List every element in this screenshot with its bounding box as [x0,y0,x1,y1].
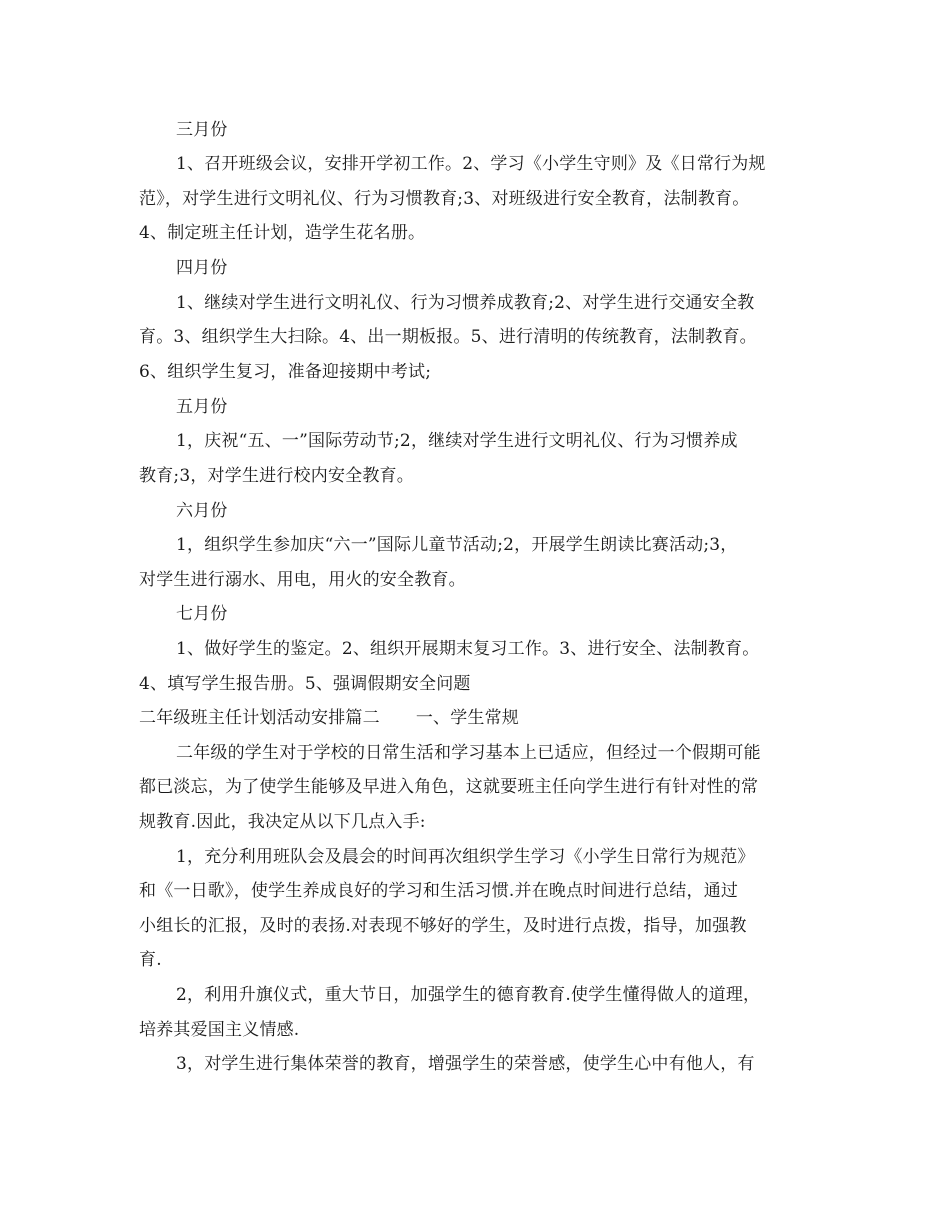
paragraph-line: 4、制定班主任计划，造学生花名册。 [139,223,426,243]
section-title: 二年级班主任计划活动安排篇二 [139,708,380,728]
paragraph-line: 1，组织学生参加庆“六一”国际儿童节活动;2，开展学生朗读比赛活动;3， [176,535,738,555]
paragraph-line: 1，庆祝“五、一”国际劳动节;2，继续对学生进行文明礼仪、行为习惯养成 [176,431,738,451]
paragraph-line: 教育;3，对学生进行校内安全教育。 [139,466,414,486]
paragraph-line: 1、继续对学生进行文明礼仪、行为习惯养成教育;2、对学生进行交通安全教 [176,293,755,313]
month-heading-june: 六月份 [176,501,228,521]
month-heading-april: 四月份 [176,258,228,278]
month-heading-march: 三月份 [176,120,228,140]
paragraph-line: 6、组织学生复习，准备迎接期中考试; [139,362,432,382]
paragraph-line: 1、做好学生的鉴定。2、组织开展期末复习工作。3、进行安全、法制教育。 [176,639,760,659]
paragraph-line: 3，对学生进行集体荣誉的教育，增强学生的荣誉感，使学生心中有他人，有 [176,1054,755,1074]
paragraph-line: 和《一日歌》，使学生养成良好的学习和生活习惯.并在晚点时间进行总结，通过 [139,881,739,901]
paragraph-line: 都已淡忘，为了使学生能够及早进入角色，这就要班主任向学生进行有针对性的常 [139,777,759,797]
paragraph-line: 对学生进行溺水、用电，用火的安全教育。 [139,570,466,590]
paragraph-line: 培养其爱国主义情感. [139,1020,300,1040]
paragraph-line: 二年级的学生对于学校的日常生活和学习基本上已适应，但经过一个假期可能 [176,743,761,763]
month-heading-may: 五月份 [176,397,228,417]
paragraph-line: 1，充分利用班队会及晨会的时间再次组织学生学习《小学生日常行为规范》 [176,847,755,867]
paragraph-line: 小组长的汇报，及时的表扬.对表现不够好的学生，及时进行点拨，指导，加强教 [139,916,747,936]
month-heading-july: 七月份 [176,604,228,624]
section-subtitle: 一、学生常规 [415,708,520,728]
section-heading-line [139,707,519,729]
paragraph-line: 2，利用升旗仪式，重大节日，加强学生的德育教育.使学生懂得做人的道理， [176,985,761,1005]
paragraph-line: 4、填写学生报告册。5、强调假期安全问题 [139,674,471,694]
paragraph-line: 育. [139,950,162,970]
paragraph-line: 育。3、组织学生大扫除。4、出一期板报。5、进行清明的传统教育，法制教育。 [139,327,757,347]
paragraph-line: 规教育.因此，我决定从以下几点入手: [139,812,426,832]
paragraph-line: 1、召开班级会议，安排开学初工作。2、学习《小学生守则》及《日常行为规 [176,154,766,174]
paragraph-line: 范》，对学生进行文明礼仪、行为习惯教育;3、对班级进行安全教育，法制教育。 [139,189,750,209]
